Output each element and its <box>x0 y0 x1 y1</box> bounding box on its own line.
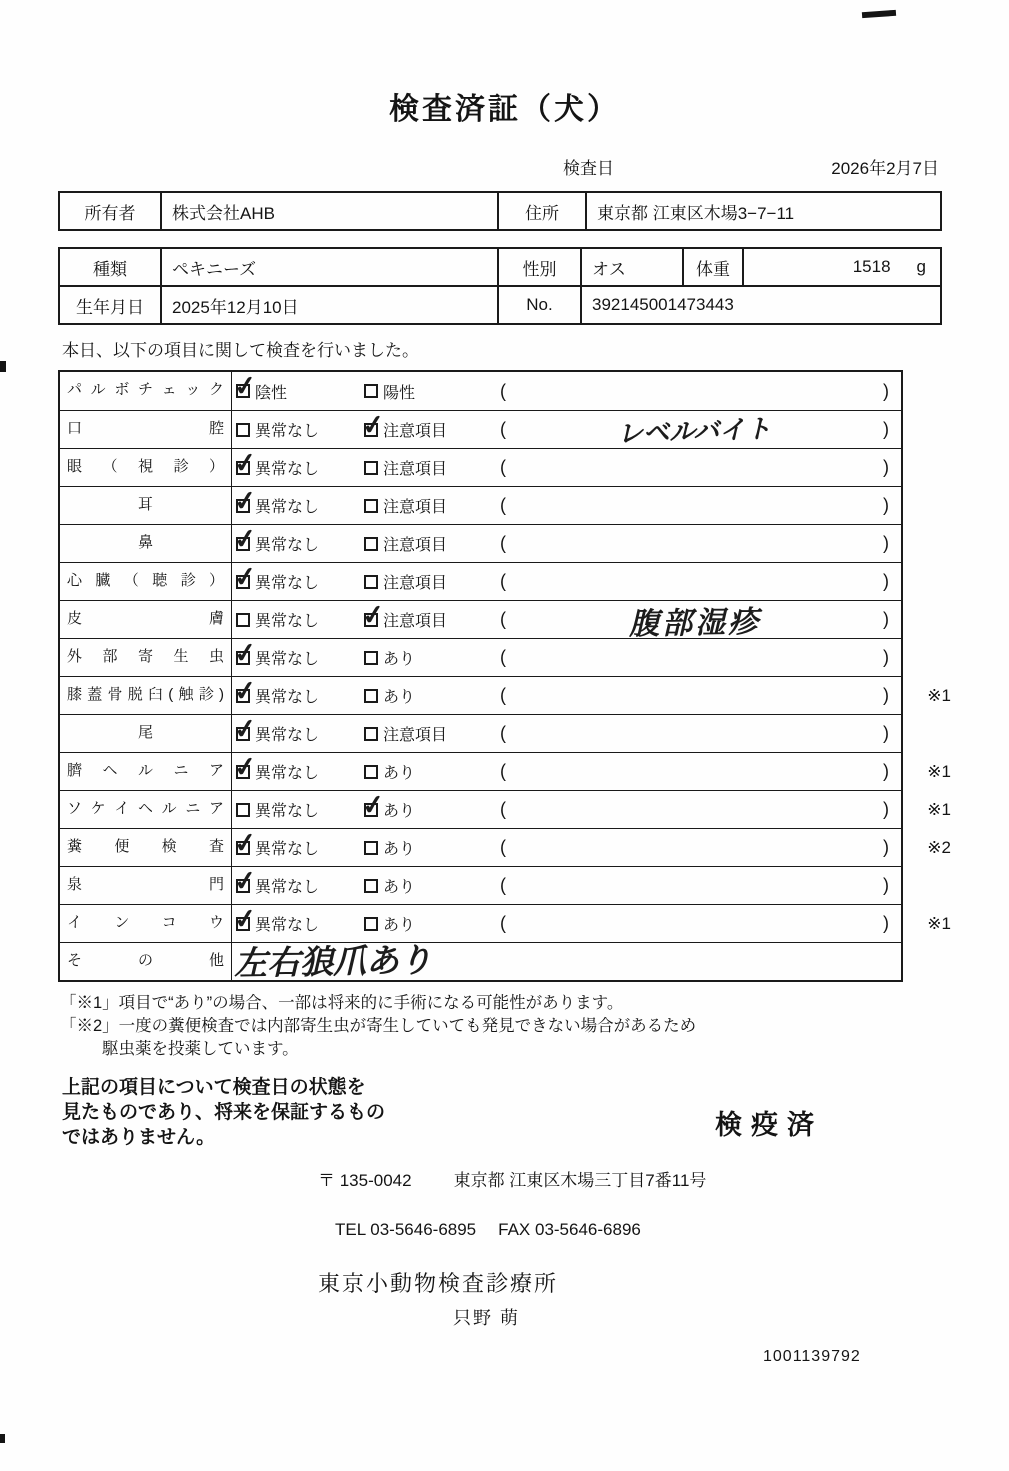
item-options <box>232 411 901 448</box>
paren-open: ( <box>500 571 506 591</box>
paren-open: ( <box>500 419 506 439</box>
remarks-field <box>488 647 901 668</box>
item-options <box>232 715 901 752</box>
footnote-2-cont: 駆虫薬を投薬しています。 <box>102 1040 299 1058</box>
remarks-field <box>488 533 901 554</box>
option-present <box>360 836 488 859</box>
remarks-field <box>488 761 901 782</box>
paren-open: ( <box>500 495 506 515</box>
option-present <box>360 646 488 669</box>
checklist-table <box>58 370 951 983</box>
checkmark-icon <box>233 752 258 781</box>
checkbox <box>364 384 378 398</box>
item-options <box>232 372 901 410</box>
paren-open: ( <box>500 723 506 743</box>
checklist-row-fontanelle <box>60 866 901 904</box>
option-label: 注意項目 <box>383 613 448 630</box>
checklist-row-heart <box>60 562 901 600</box>
disclaimer-line: 見たものであり、将来を保証するもの <box>62 1102 386 1123</box>
handwritten-note: レベルバイト <box>617 414 773 450</box>
paren-open: ( <box>500 837 506 857</box>
remarks-field <box>488 598 901 642</box>
option-normal <box>232 418 360 441</box>
footnote-mark: ※1 <box>927 913 951 933</box>
checkbox <box>236 689 250 703</box>
breed-value: ペキニーズ <box>161 248 498 286</box>
item-label: 鼻 <box>60 525 232 562</box>
number-label: No. <box>498 286 581 324</box>
paren-close: ) <box>883 647 889 667</box>
checkbox <box>236 613 250 627</box>
footnotes <box>60 992 1009 1061</box>
checkbox <box>364 917 378 931</box>
checkmark-icon <box>233 866 258 895</box>
paren-close: ) <box>883 419 889 439</box>
option-normal <box>232 646 360 669</box>
option-label: 注意項目 <box>383 537 448 554</box>
paren-close: ) <box>883 685 889 705</box>
checklist-row-inkou <box>60 904 951 942</box>
remarks-field <box>488 913 901 934</box>
option-caution <box>360 494 488 517</box>
option-normal <box>232 760 360 783</box>
option-normal <box>232 912 360 935</box>
item-label: 糞 便 検 査 <box>60 829 232 866</box>
serial-number: 1001139792 <box>763 1348 861 1365</box>
option-label: あり <box>383 917 416 934</box>
disclaimer-line: ではありません。 <box>62 1127 216 1148</box>
checklist-row-skin <box>60 600 901 642</box>
breed-label: 種類 <box>59 248 161 286</box>
veterinarian-name: 只野 萌 <box>453 1308 521 1328</box>
checkbox <box>364 651 378 665</box>
checkbox <box>364 689 378 703</box>
option-normal <box>232 798 360 821</box>
sex-label: 性別 <box>498 248 581 286</box>
birthdate-label: 生年月日 <box>59 286 161 324</box>
checkbox <box>236 537 250 551</box>
item-label: 泉 門 <box>60 867 232 904</box>
option-present <box>360 760 488 783</box>
paren-close: ) <box>883 380 889 401</box>
checklist-row-eyes <box>60 448 901 486</box>
option-label: 陰性 <box>255 384 288 402</box>
checkbox <box>364 423 378 437</box>
item-label: そ の 他 <box>60 943 232 980</box>
weight-unit: g <box>916 257 926 276</box>
option-label: 注意項目 <box>383 461 448 478</box>
paren-open: ( <box>500 799 506 819</box>
owner-value: 株式会社AHB <box>161 192 498 230</box>
checkbox <box>236 803 250 817</box>
checkbox <box>364 537 378 551</box>
checkbox <box>236 384 250 398</box>
paren-close: ) <box>883 837 889 857</box>
option-label: 異常なし <box>255 727 320 744</box>
item-label: 口 腔 <box>60 411 232 448</box>
checkbox <box>364 879 378 893</box>
checkmark-icon <box>233 638 258 667</box>
checklist-row-umbilical-hernia <box>60 752 951 790</box>
item-options <box>232 601 901 642</box>
paren-close: ) <box>883 609 889 629</box>
item-options <box>232 677 901 714</box>
remarks-field <box>488 685 901 706</box>
checkbox <box>236 841 250 855</box>
checkmark-icon <box>361 410 386 439</box>
checklist-row-ectoparasites <box>60 638 901 676</box>
item-options <box>232 867 901 904</box>
paren-close: ) <box>883 457 889 477</box>
remarks-field <box>488 799 901 820</box>
checkbox <box>364 461 378 475</box>
checkbox <box>236 917 250 931</box>
option-label: 異常なし <box>255 499 320 516</box>
option-label: 異常なし <box>255 803 320 820</box>
option-caution <box>360 456 488 479</box>
paren-close: ) <box>883 875 889 895</box>
paren-open: ( <box>500 647 506 667</box>
checkmark-icon <box>233 486 258 515</box>
checkmark-icon <box>361 600 386 629</box>
clinic-address-line <box>318 1166 1009 1191</box>
paren-open: ( <box>500 380 506 401</box>
option-label: 異常なし <box>255 879 320 896</box>
disclaimer-statement <box>62 1075 385 1150</box>
checkmark-icon <box>233 828 258 857</box>
checkbox <box>236 727 250 741</box>
footnote-2: 「※2」一度の糞便検査では内部寄生虫が寄生していても発見できない場合があるため <box>60 1017 697 1035</box>
checkbox <box>236 499 250 513</box>
item-options <box>232 563 901 600</box>
option-caution <box>360 722 488 745</box>
paren-open: ( <box>500 609 506 629</box>
item-label: 外 部 寄 生 虫 <box>60 639 232 676</box>
item-label: 心 臓 （ 聴 診 ） <box>60 563 232 600</box>
option-label: 異常なし <box>255 537 320 554</box>
checklist-row-parvo <box>60 372 901 410</box>
clinic-name: 東京小動物検査診療所 <box>318 1271 559 1296</box>
option-label: 異常なし <box>255 461 320 478</box>
option-label: 異常なし <box>255 765 320 782</box>
item-label: 膝蓋骨脱臼(触診) <box>60 677 232 714</box>
option-label: 異常なし <box>255 575 320 592</box>
remarks-field <box>488 723 901 744</box>
option-caution <box>360 570 488 593</box>
paren-open: ( <box>500 875 506 895</box>
weight-label: 体重 <box>683 248 743 286</box>
option-normal <box>232 722 360 745</box>
remarks-field <box>488 381 901 402</box>
closing-row <box>62 1075 823 1150</box>
option-present <box>360 912 488 935</box>
footnote-mark: ※1 <box>927 685 951 705</box>
checkbox <box>364 575 378 589</box>
checkbox <box>236 765 250 779</box>
weight-cell <box>743 248 941 286</box>
number-value: 392145001473443 <box>581 286 941 324</box>
checklist-row-patella <box>60 676 951 714</box>
footnote-mark: ※2 <box>927 837 951 857</box>
footnote-mark: ※1 <box>927 799 951 819</box>
birthdate-value: 2025年12月10日 <box>161 286 498 324</box>
item-options <box>232 449 901 486</box>
checkmark-icon <box>233 372 258 401</box>
address-value: 東京都 江東区木場3−7−11 <box>586 192 941 230</box>
quarantine-stamp: 検疫済 <box>715 1110 823 1140</box>
checkmark-icon <box>233 448 258 477</box>
checklist-row-mouth <box>60 410 901 448</box>
option-label: 異常なし <box>255 423 320 440</box>
paren-close: ) <box>883 571 889 591</box>
checkbox <box>236 879 250 893</box>
paren-close: ) <box>883 799 889 819</box>
clinic-tel: TEL 03-5646-6895 <box>335 1220 477 1239</box>
item-options <box>232 829 901 866</box>
footnote-1: 「※1」項目で“あり”の場合、一部は将来的に手術になる可能性があります。 <box>60 994 624 1012</box>
option-normal <box>232 570 360 593</box>
handwritten-note: 左右狼爪あり <box>233 939 433 983</box>
checkbox <box>364 765 378 779</box>
option-present <box>360 684 488 707</box>
item-options <box>232 525 901 562</box>
option-label: あり <box>383 765 416 782</box>
clinic-fax: FAX 03-5646-6896 <box>498 1220 641 1239</box>
remarks-field <box>488 495 901 516</box>
paren-close: ) <box>883 723 889 743</box>
paren-open: ( <box>500 685 506 705</box>
paren-close: ) <box>883 495 889 515</box>
option-label: 異常なし <box>255 651 320 668</box>
option-positive <box>360 380 488 403</box>
remarks-field <box>488 411 901 448</box>
sex-value: オス <box>581 248 683 286</box>
checkmark-icon <box>233 904 258 933</box>
checkmark-icon <box>233 714 258 743</box>
scan-artifact <box>0 1434 5 1443</box>
option-label: 注意項目 <box>383 575 448 592</box>
option-caution <box>360 418 488 441</box>
intro-text: 本日、以下の項目に関して検査を行いました。 <box>62 341 419 360</box>
option-label: 注意項目 <box>383 423 448 440</box>
checkbox <box>364 803 378 817</box>
checklist-row-other <box>60 939 901 983</box>
checkbox <box>236 461 250 475</box>
paren-close: ) <box>883 913 889 933</box>
option-normal <box>232 494 360 517</box>
option-label: あり <box>383 879 416 896</box>
paren-open: ( <box>500 913 506 933</box>
inspection-date-value: 2026年2月7日 <box>831 159 939 178</box>
checkbox <box>364 841 378 855</box>
address-label: 住所 <box>498 192 586 230</box>
paren-open: ( <box>500 533 506 553</box>
option-normal <box>232 874 360 897</box>
item-label: パ ル ボ チ ェ ッ ク <box>60 372 232 410</box>
item-label: ソ ケ イ ヘ ル ニ ア <box>60 791 232 828</box>
weight-value: 1518 <box>852 257 891 276</box>
disclaimer-line: 上記の項目について検査日の状態を <box>62 1077 366 1098</box>
item-label: 尾 <box>60 715 232 752</box>
checkbox <box>236 575 250 589</box>
scan-artifact <box>0 361 6 372</box>
option-normal <box>232 836 360 859</box>
item-label: 皮 膚 <box>60 601 232 638</box>
scan-artifact <box>862 10 896 18</box>
item-options <box>232 905 901 942</box>
checkmark-icon <box>233 524 258 553</box>
checklist-row-fecal-exam <box>60 828 951 866</box>
checklist-row-inguinal-hernia <box>60 790 951 828</box>
item-options <box>232 939 901 983</box>
checklist-row-tail <box>60 714 901 752</box>
dog-table <box>58 247 942 325</box>
checkmark-icon <box>233 562 258 591</box>
owner-table <box>58 191 942 231</box>
option-caution <box>360 532 488 555</box>
checkbox <box>236 423 250 437</box>
item-options <box>232 487 901 524</box>
option-normal <box>232 456 360 479</box>
handwritten-note: 腹部湿疹 <box>628 604 761 642</box>
option-label: あり <box>383 803 416 820</box>
item-options <box>232 753 901 790</box>
checklist-row-nose <box>60 524 901 562</box>
paren-close: ) <box>883 533 889 553</box>
checkbox <box>236 651 250 665</box>
remarks-field <box>488 837 901 858</box>
option-normal <box>232 532 360 555</box>
option-label: 異常なし <box>255 689 320 706</box>
remarks-field <box>488 457 901 478</box>
item-options <box>232 791 901 828</box>
checkbox <box>364 727 378 741</box>
checkmark-icon <box>361 790 386 819</box>
remarks-field <box>488 571 901 592</box>
option-present <box>360 798 488 821</box>
checkbox <box>364 613 378 627</box>
option-label: 異常なし <box>255 613 320 630</box>
paren-open: ( <box>500 457 506 477</box>
option-label: 注意項目 <box>383 499 448 516</box>
checkbox <box>364 499 378 513</box>
item-options <box>232 639 901 676</box>
inspection-date-label: 検査日 <box>563 159 614 178</box>
option-present <box>360 874 488 897</box>
remarks-field <box>488 875 901 896</box>
option-label: 陽性 <box>383 384 416 402</box>
option-caution <box>360 608 488 631</box>
item-label: 眼 （ 視 診 ） <box>60 449 232 486</box>
option-label: あり <box>383 841 416 858</box>
paren-open: ( <box>500 761 506 781</box>
footnote-mark: ※1 <box>927 761 951 781</box>
item-label: イ ン コ ウ <box>60 905 232 942</box>
clinic-contact-line <box>335 1220 1009 1240</box>
page-title: 検査済証（犬） <box>389 93 620 126</box>
checkmark-icon <box>233 676 258 705</box>
checklist-row-ears <box>60 486 901 524</box>
option-normal <box>232 684 360 707</box>
postal-code: 〒 135-0042 <box>318 1171 412 1190</box>
paren-close: ) <box>883 761 889 781</box>
clinic-address: 東京都 江東区木場三丁目7番11号 <box>453 1171 707 1190</box>
option-label: あり <box>383 651 416 668</box>
inspection-date-line <box>563 154 939 179</box>
item-label: 臍 ヘ ル ニ ア <box>60 753 232 790</box>
option-label: あり <box>383 689 416 706</box>
owner-label: 所有者 <box>59 192 161 230</box>
option-label: 異常なし <box>255 841 320 858</box>
item-label: 耳 <box>60 487 232 524</box>
option-label: 異常なし <box>255 917 320 934</box>
option-normal <box>232 608 360 631</box>
option-negative <box>232 380 360 403</box>
option-label: 注意項目 <box>383 727 448 744</box>
